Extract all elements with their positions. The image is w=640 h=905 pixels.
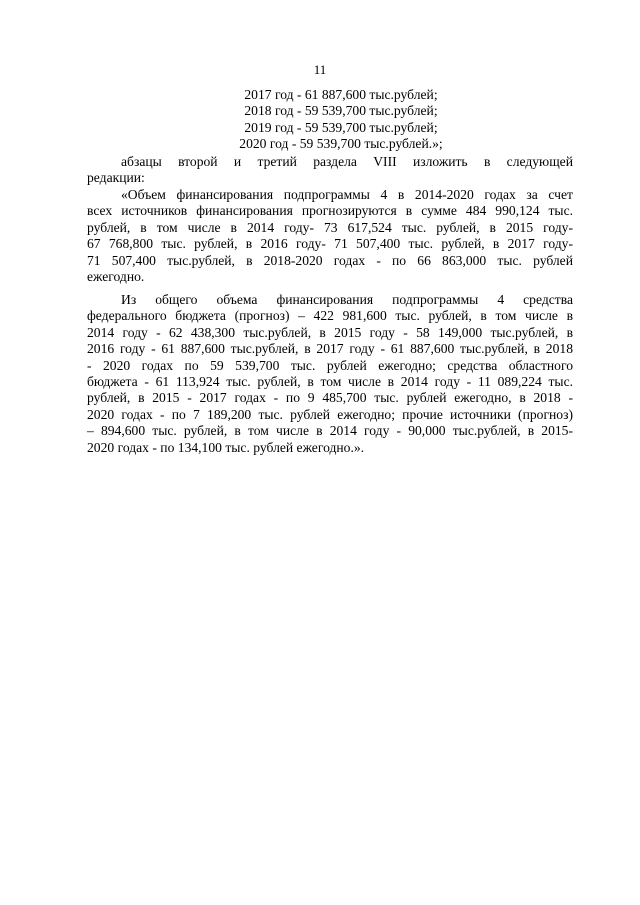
year-line-2019: 2019 год - 59 539,700 тыс.рублей; [244, 119, 438, 135]
instruction-line: абзацы второй и третий раздела VIII изложить в следующей [121, 154, 573, 169]
paragraph-line: 2020 годах - по 134,100 тыс. рублей ежегодно.». [87, 439, 365, 455]
year-funding-list [0, 87, 640, 153]
instruction-line: редакции: [87, 170, 145, 186]
paragraph-line: 2016 году - 61 887,600 тыс.рублей, в 2017 году - 61 887,600 тыс.рублей, в 2018 [87, 341, 573, 357]
paragraph-line: – 894,600 тыс. рублей, в том числе в 2014 году - 90,000 тыс.рублей, в 2015- [87, 423, 573, 439]
paragraph-line: «Объем финансирования подпрограммы 4 в 2014-2020 годах за счет [121, 187, 573, 202]
paragraph-line: - 2020 годах по 59 539,700 тыс. рублей ежегодно; средства областного [87, 357, 573, 373]
paragraph-line: бюджета - 61 113,924 тыс. рублей, в том числе в 2014 году - 11 089,224 тыс. [87, 374, 573, 390]
paragraph-line: 2014 году - 62 438,300 тыс.рублей, в 2015 году - 58 149,000 тыс.рублей, в [87, 324, 573, 340]
year-line-2018: 2018 год - 59 539,700 тыс.рублей; [244, 103, 438, 119]
paragraph-line: федерального бюджета (прогноз) – 422 981,600 тыс. рублей, в том числе в [87, 308, 573, 324]
paragraph-line: 2020 годах - по 7 189,200 тыс. рублей ежегодно; прочие источники (прогноз) [87, 406, 573, 422]
page-number: 11 [313, 62, 327, 77]
funding-breakdown-paragraph [87, 292, 573, 456]
paragraph-line: всех источников финансирования прогнозируются в сумме 484 990,124 тыс. [87, 203, 573, 219]
funding-total-paragraph [87, 187, 573, 285]
paragraph-line: ежегодно. [87, 269, 145, 285]
paragraph-line: Из общего объема финансирования подпрограммы 4 средства [121, 292, 573, 307]
instruction-paragraph [87, 154, 573, 187]
paragraph-line: рублей, в 2015 - 2017 годах - по 9 485,700 тыс. рублей ежегодно, в 2018 - [87, 390, 573, 406]
year-line-2020: 2020 год - 59 539,700 тыс.рублей.»; [239, 136, 443, 152]
year-line-2017: 2017 год - 61 887,600 тыс.рублей; [244, 87, 438, 102]
paragraph-line: рублей, в том числе в 2014 году- 73 617,524 тыс. рублей, в 2015 году- [87, 219, 573, 235]
paragraph-line: 71 507,400 тыс.рублей, в 2018-2020 годах - по 66 863,000 тыс. рублей [87, 252, 573, 268]
paragraph-line: 67 768,800 тыс. рублей, в 2016 году- 71 507,400 тыс. рублей, в 2017 году- [87, 236, 573, 252]
